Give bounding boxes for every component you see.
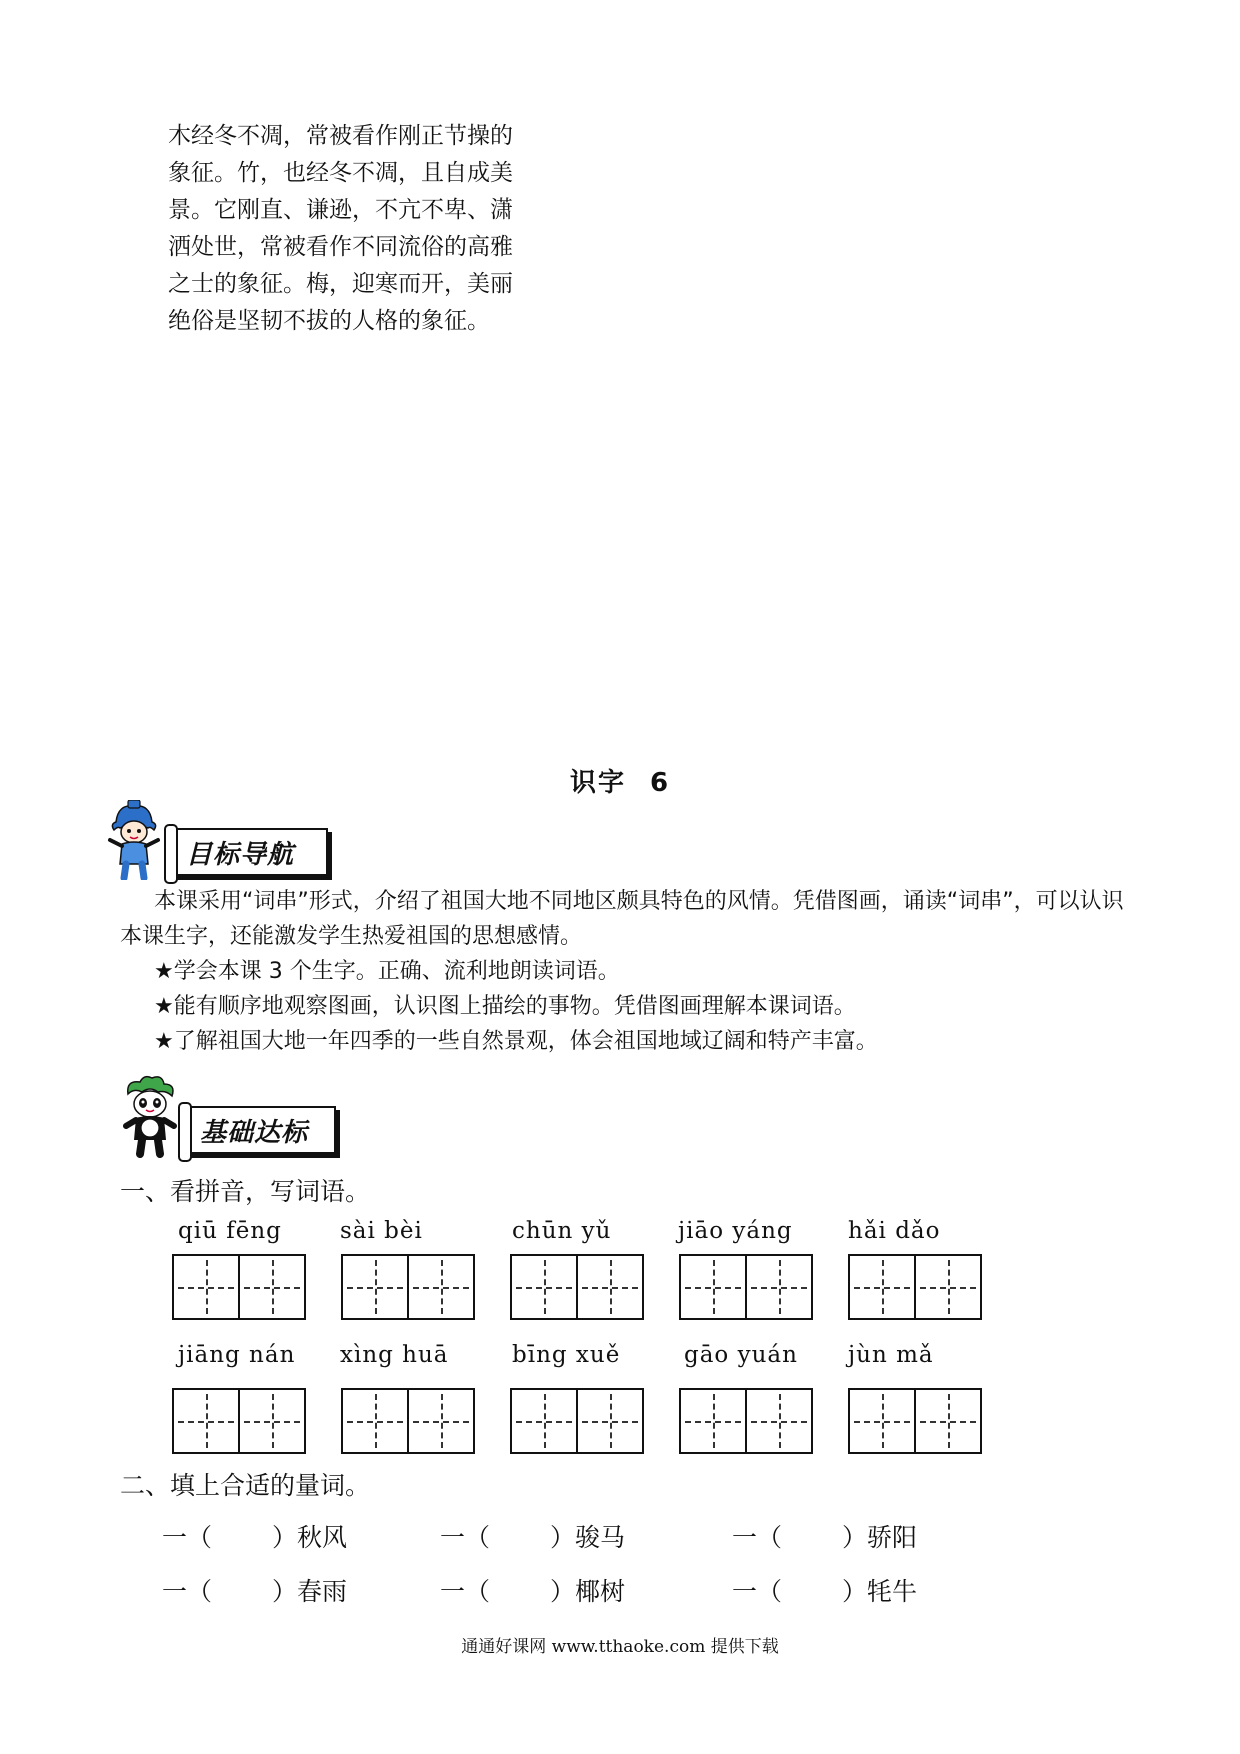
intro-line: 洒处世，常被看作不同流俗的高雅 — [168, 234, 513, 260]
measure-prefix: 一（ — [440, 1577, 491, 1606]
pinyin-word: jiāng nán — [178, 1342, 296, 1368]
writing-grid-box[interactable] — [848, 1254, 982, 1320]
intro-line: 象征。竹，也经冬不凋，且自成美 — [168, 160, 513, 186]
pinyin-word: bīng xuě — [512, 1342, 621, 1368]
measure-prefix: 一（ — [162, 1523, 213, 1552]
measure-prefix: 一（ — [162, 1577, 213, 1606]
lesson-title — [0, 762, 1240, 799]
mascot-panda-icon — [118, 1074, 182, 1158]
measure-word-item — [162, 1572, 347, 1608]
writing-grid-box[interactable] — [679, 1388, 813, 1454]
goals-banner-text: 目标导航 — [186, 839, 295, 870]
measure-suffix: ） — [272, 1577, 298, 1606]
measure-suffix: ） — [842, 1577, 868, 1606]
intro-line: 绝俗是坚韧不拔的人格的象征。 — [168, 308, 490, 334]
measure-word-item — [440, 1572, 625, 1608]
intro-line: 之士的象征。梅，迎寒而开，美丽 — [168, 271, 513, 297]
writing-grid-box[interactable] — [679, 1254, 813, 1320]
measure-prefix: 一（ — [732, 1523, 783, 1552]
question-1-heading: 一、看拼音，写词语。 — [120, 1177, 371, 1206]
measure-noun: 春雨 — [297, 1577, 348, 1606]
measure-suffix: ） — [272, 1523, 298, 1552]
pinyin-word: qiū fēng — [178, 1218, 282, 1244]
pinyin-word: jiāo yáng — [678, 1218, 793, 1244]
writing-grid-box[interactable] — [510, 1388, 644, 1454]
intro-line: 木经冬不凋，常被看作刚正节操的 — [168, 123, 513, 149]
writing-grid-box[interactable] — [341, 1388, 475, 1454]
measure-suffix: ） — [550, 1523, 576, 1552]
goal-item: ★了解祖国大地一年四季的一些自然景观，体会祖国地域辽阔和特产丰富。 — [154, 1029, 878, 1054]
pinyin-word: chūn yǔ — [512, 1218, 612, 1244]
footer-credit: 通通好课网 www.tthaoke.com 提供下载 — [461, 1637, 779, 1657]
goals-paragraph: 本课采用“词串”形式，介绍了祖国大地不同地区颇具特色的风情。凭借图画，诵读“词串”，可以认识本课生字，还能激发学生热爱祖国的思想感情。 — [120, 889, 1124, 949]
measure-word-item — [732, 1572, 917, 1608]
intro-line: 景。它刚直、谦逊，不亢不卑、潇 — [168, 197, 513, 223]
basics-banner-text: 基础达标 — [200, 1117, 309, 1148]
writing-grid-box[interactable] — [172, 1388, 306, 1454]
lesson-number: 6 — [649, 768, 671, 798]
goals-banner — [172, 828, 328, 876]
measure-noun: 骏马 — [575, 1523, 626, 1552]
pinyin-word: gāo yuán — [684, 1342, 798, 1368]
goal-item: ★能有顺序地观察图画，认识图上描绘的事物。凭借图画理解本课词语。 — [154, 994, 856, 1019]
pinyin-row-2 — [172, 1342, 1072, 1382]
question-2-heading: 二、填上合适的量词。 — [120, 1471, 371, 1500]
intro-paragraph — [168, 118, 568, 340]
goal-item: ★学会本课 3 个生字。正确、流利地朗读词语。 — [154, 959, 620, 984]
measure-prefix: 一（ — [440, 1523, 491, 1552]
writing-grid-box[interactable] — [172, 1254, 306, 1320]
measure-word-item — [440, 1518, 625, 1554]
measure-noun: 椰树 — [575, 1577, 626, 1606]
pinyin-row-1 — [172, 1218, 1072, 1258]
goals-section — [120, 884, 1140, 1059]
basics-banner — [186, 1106, 336, 1154]
measure-noun: 骄阳 — [867, 1523, 918, 1552]
measure-noun: 秋风 — [297, 1523, 348, 1552]
lesson-title-text: 识字 — [569, 768, 626, 798]
measure-word-item — [162, 1518, 347, 1554]
mascot-blue-icon — [104, 800, 164, 880]
measure-noun: 牦牛 — [867, 1577, 918, 1606]
writing-grid-box[interactable] — [341, 1254, 475, 1320]
pinyin-word: jùn mǎ — [848, 1342, 934, 1368]
pinyin-word: hǎi dǎo — [848, 1218, 941, 1244]
measure-prefix: 一（ — [732, 1577, 783, 1606]
measure-suffix: ） — [550, 1577, 576, 1606]
pinyin-word: sài bèi — [340, 1218, 423, 1244]
pinyin-word: xìng huā — [340, 1342, 449, 1368]
measure-suffix: ） — [842, 1523, 868, 1552]
writing-grid-box[interactable] — [510, 1254, 644, 1320]
writing-grid-box[interactable] — [848, 1388, 982, 1454]
measure-word-item — [732, 1518, 917, 1554]
